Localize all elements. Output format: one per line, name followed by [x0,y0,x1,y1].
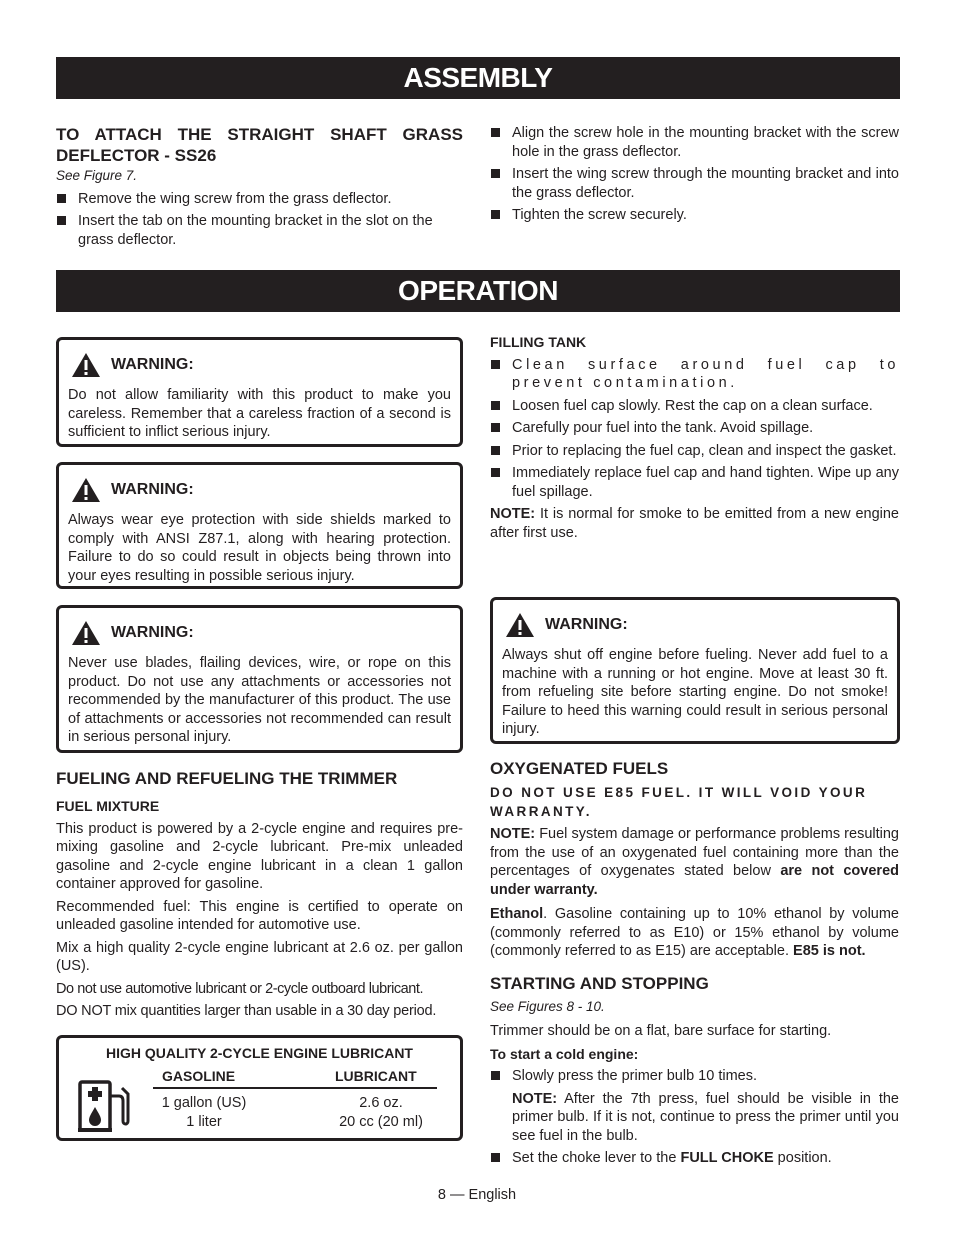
bullet-square-icon [491,1071,500,1080]
warning-text: Never use blades, flailing devices, wire, or rope on this product. Do not use any attachments or accessories not recommended by the manufacturer of this product. The use of attachments or accessories not recommended can result in serious personal injury. [68,655,451,745]
warning-header [68,620,451,646]
warning-text: Always wear eye protection with side shields marked to comply with ANSI Z87.1, along with hearing protection. Failure to do so could result in objects being thrown into your eyes resulting in possible serious injury. [68,512,451,584]
lubricant-header: LUBRICANT [335,1068,417,1084]
assembly-banner: ASSEMBLY [56,57,900,99]
bullet-square-icon [57,216,66,225]
assembly-left-bullets [56,190,463,250]
fueling-section [56,768,463,1025]
fuel-table-title: HIGH QUALITY 2-CYCLE ENGINE LUBRICANT [106,1045,413,1061]
filling-tank-bullets [490,356,899,502]
bullet-square-icon [491,128,500,137]
assembly-right-column [490,124,899,229]
primer-note: NOTE: After the 7th press, fuel should be visible in the primer bulb. If it is not, continue to press the primer until you see fuel in the bulb. [512,1090,899,1144]
warning-text: Do not allow familiarity with this product to make you careless. Remember that a careless fraction of a second is sufficient to inflict serious injury. [68,387,451,440]
warning-triangle-icon [71,620,101,646]
e85-warning-line: DO NOT USE E85 FUEL. IT WILL VOID YOUR WARRANTY. [490,785,868,819]
fuel-mixture-table [56,1035,463,1141]
operation-banner: OPERATION [56,270,900,312]
gasoline-cell: 1 gallon (US) 1 liter [161,1095,247,1130]
lubricant-cell: 2.6 oz. 20 cc (20 ml) [339,1095,423,1130]
fueling-heading: FUELING AND REFUELING THE TRIMMER [56,769,398,788]
oxygenated-note: NOTE: Fuel system damage or performance problems resulting from the use of an oxygenated fuel containing more than the percentages of oxygenates stated below are not covered under warranty. [490,826,899,898]
see-figure-7: See Figure 7. [56,168,138,183]
warning-box-attachments [56,605,463,753]
starting-bullets-2 [490,1149,899,1168]
filling-note: NOTE: It is normal for smoke to be emitted from a new engine after first use. [490,506,899,541]
ethanol-paragraph: Ethanol. Gasoline containing up to 10% ethanol by volume (commonly referred to as E10) or 15% ethanol by volume (commonly referred to as E15) are acceptable. E85 is not. [490,906,899,959]
list-item: Insert the tab on the mounting bracket in the slot on the grass deflector. [56,212,463,249]
see-figures-8-10: See Figures 8 - 10. [490,998,605,1014]
warning-triangle-icon [505,612,535,638]
bullet-square-icon [491,210,500,219]
fuel-paragraph: Recommended fuel: This engine is certified to operate on unleaded gasoline intended for automotive use. [56,898,463,933]
oxygenated-fuels-section [490,758,899,1172]
list-item: Align the screw hole in the mounting bracket with the screw hole in the grass deflector. [490,124,899,161]
bullet-square-icon [491,360,500,369]
list-item: Prior to replacing the fuel cap, clean and inspect the gasket. [490,442,899,461]
warning-box-fueling [490,597,900,744]
warning-title: WARNING: [111,355,194,373]
warning-header [68,477,451,503]
warning-box-eye-protection [56,462,463,589]
filling-tank-heading: FILLING TANK [490,334,587,350]
list-item: Carefully pour fuel into the tank. Avoid spillage. [490,419,899,438]
assembly-right-bullets [490,124,899,225]
bullet-square-icon [57,194,66,203]
warning-title: WARNING: [545,615,628,633]
starting-heading: STARTING AND STOPPING [490,973,709,993]
list-item: Set the choke lever to the FULL CHOKE position. [490,1149,899,1168]
list-item: Loosen fuel cap slowly. Rest the cap on a clean surface. [490,397,899,416]
gasoline-header: GASOLINE [162,1068,236,1084]
page-footer: 8 — English [437,1187,517,1203]
bullet-square-icon [491,446,500,455]
cold-engine-label: To start a cold engine: [490,1045,639,1062]
filling-tank-section [490,333,899,546]
starting-intro: Trimmer should be on a flat, bare surface for starting. [490,1023,832,1039]
list-item: Tighten the screw securely. [490,206,899,225]
bullet-square-icon [491,468,500,477]
list-item: Immediately replace fuel cap and hand tighten. Wipe up any fuel spillage. [490,464,899,501]
warning-triangle-icon [71,352,101,378]
warning-triangle-icon [71,477,101,503]
assembly-left-column [56,124,463,253]
oxygenated-heading: OXYGENATED FUELS [490,759,669,778]
list-item: Slowly press the primer bulb 10 times. [490,1067,899,1086]
warning-title: WARNING: [111,480,194,498]
assembly-heading: TO ATTACH THE STRAIGHT SHAFT GRASS DEFLECTOR - SS26 [56,125,463,165]
bullet-square-icon [491,169,500,178]
fuel-mixture-heading: FUEL MIXTURE [56,798,160,814]
warning-title: WARNING: [111,623,194,641]
starting-bullets [490,1067,899,1086]
warning-header [502,612,888,638]
fuel-pump-icon [77,1076,135,1134]
list-item: Insert the wing screw through the mounting bracket and into the grass deflector. [490,165,899,202]
list-item: Clean surface around fuel cap to prevent contamination. [490,356,899,393]
warning-box-familiarity [56,337,463,447]
warning-text: Always shut off engine before fueling. Never add fuel to a machine with a running or hot engine. Move at least 30 ft. from refueling site before starting engine. Do not smoke! Failure to heed this warning could result in serious personal injury. [502,647,888,737]
list-item: Remove the wing screw from the grass deflector. [56,190,463,209]
fuel-paragraph: Mix a high quality 2-cycle engine lubricant at 2.6 oz. per gallon (US). [56,939,463,974]
fuel-paragraph: Do not use automotive lubricant or 2-cycle outboard lubricant. [56,980,424,997]
bullet-square-icon [491,401,500,410]
bullet-square-icon [491,1153,500,1162]
fuel-paragraph: DO NOT mix quantities larger than usable in a 30 day period. [56,1003,437,1019]
bullet-square-icon [491,423,500,432]
warning-header [68,352,451,378]
table-header-rule [153,1087,437,1089]
fuel-paragraph: This product is powered by a 2-cycle engine and requires pre-mixing gasoline and 2-cycle lubricant. Pre-mix unleaded gasoline and 2-cycle engine lubricant in a clean 1 gallon container approved for gasoline. [56,820,463,892]
